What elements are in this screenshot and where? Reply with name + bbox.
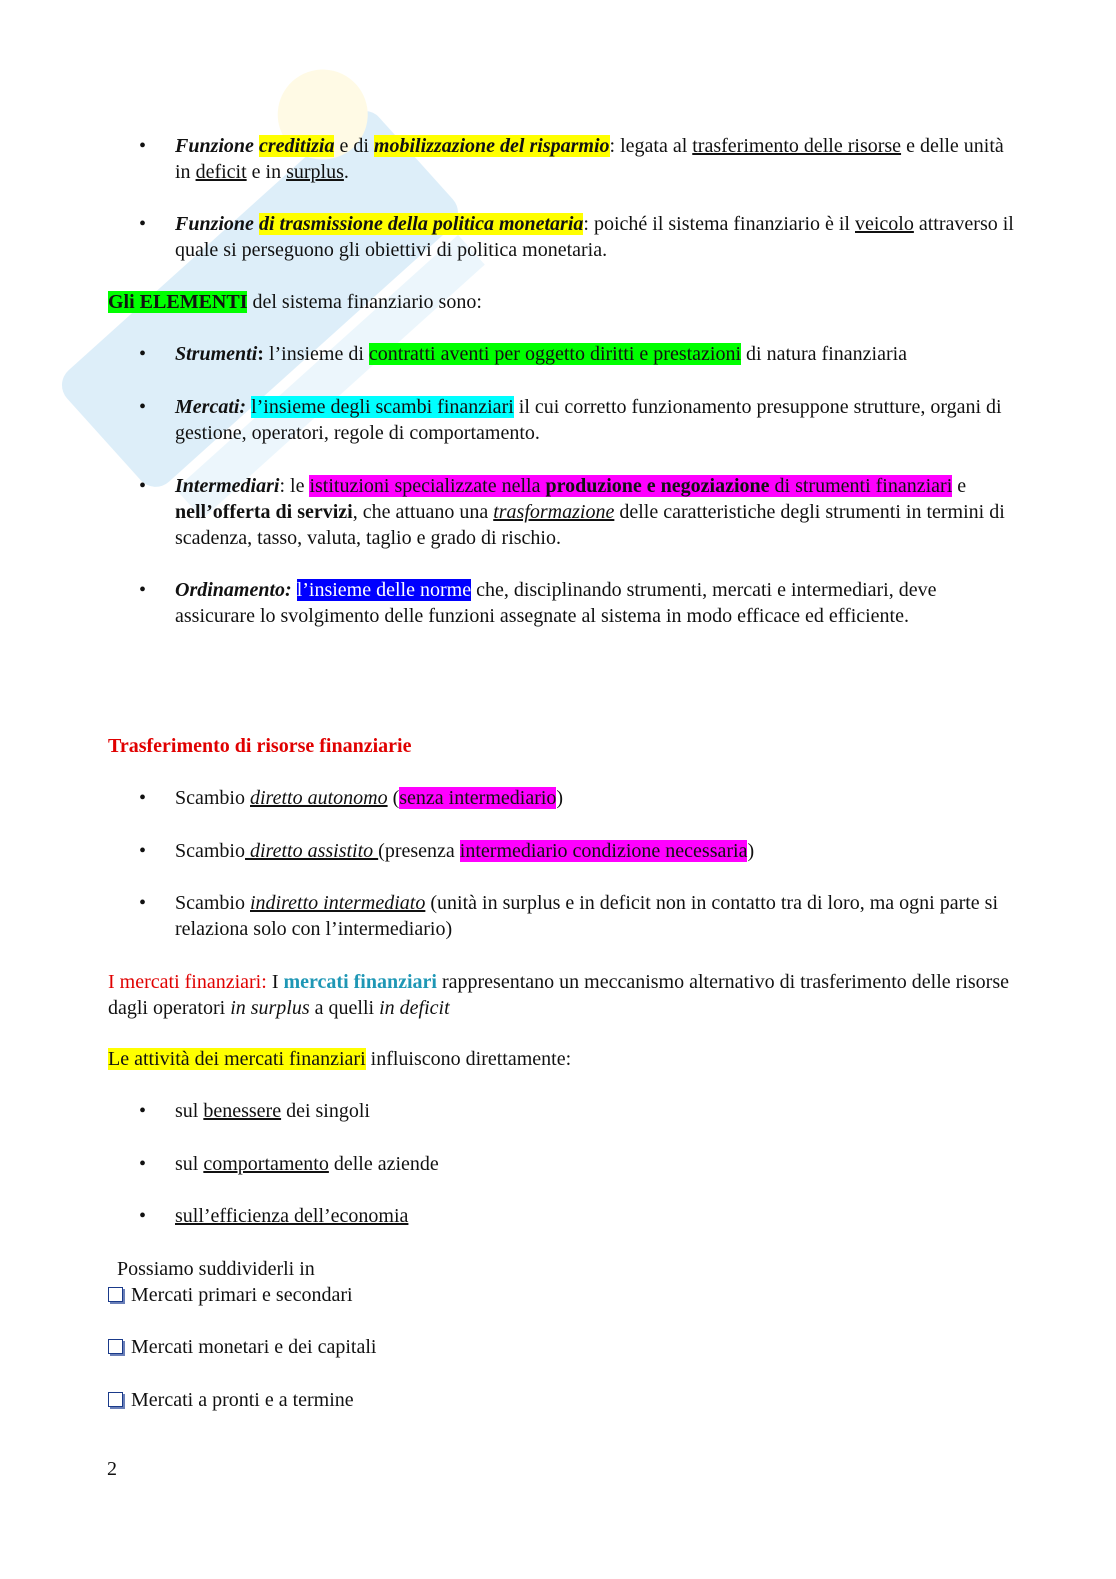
- list-item-funzione-trasmissione: [175, 211, 1015, 263]
- list-item-mercati: [175, 394, 1015, 446]
- italic-text: in surplus: [230, 997, 310, 1019]
- list-item-efficienza: [175, 1203, 1015, 1229]
- text: ): [747, 840, 755, 862]
- text: e: [952, 475, 967, 497]
- list-item-comportamento: [175, 1151, 1015, 1177]
- highlight-scambi: l’insieme degli scambi finanziari: [251, 396, 514, 418]
- text: dei singoli: [281, 1100, 370, 1122]
- list-item-scambio-indiretto: [175, 890, 1015, 942]
- bullet-title: Intermediari: [175, 475, 280, 497]
- text: [292, 579, 297, 601]
- list-item-intermediari: [175, 473, 1015, 551]
- list-item-scambio-autonomo: [175, 785, 1015, 811]
- text: attraverso il quale si perseguono gli obiettivi di politica monetaria.: [175, 213, 1014, 261]
- list-item-ordinamento: [175, 577, 1015, 629]
- text: il cui corretto funzionamento presuppone strutture, organi di gestione, operatori, regole di comportamento.: [175, 396, 1002, 444]
- text: e in: [246, 161, 287, 183]
- underlined-text: surplus: [286, 161, 344, 183]
- list-item-funzione-creditizia: [175, 133, 1015, 185]
- bullet-title: Ordinamento:: [175, 579, 292, 601]
- bullet-title: Mercati:: [175, 396, 247, 418]
- highlight-creditizia: creditizia: [258, 135, 335, 157]
- bullet-title: Funzione: [175, 135, 259, 157]
- highlight-intermediario-condizione: intermediario condizione necessaria: [459, 840, 748, 862]
- highlight-mobilizzazione: mobilizzazione del risparmio: [373, 135, 610, 157]
- text: delle aziende: [328, 1153, 439, 1175]
- text: delle caratteristiche degli strumenti in termini di scadenza, tasso, valuta, taglio e grado di rischio.: [175, 501, 1005, 549]
- text: sul: [175, 1153, 204, 1175]
- bullet-title: Funzione: [175, 213, 259, 235]
- underlined-text: trasformazione: [493, 501, 615, 523]
- highlight-produzione: produzione e negoziazione: [545, 475, 770, 497]
- highlight-norme: l’insieme delle norme: [296, 579, 472, 601]
- text: e di: [334, 135, 374, 157]
- underlined-text: veicolo: [855, 213, 914, 235]
- checkbox-icon: [108, 1339, 123, 1354]
- text: del sistema finanziario sono:: [247, 291, 482, 313]
- text: che, disciplinando strumenti, mercati e intermediari, deve assicurare lo svolgimento delle funzioni assegnate al sistema in modo efficace ed efficiente.: [175, 579, 937, 627]
- text: e delle unità in: [175, 135, 1004, 183]
- highlight-attivita: Le attività dei mercati finanziari: [108, 1048, 366, 1070]
- checklist-item-pronti: [108, 1387, 354, 1413]
- highlight-strumenti: di strumenti finanziari: [769, 475, 953, 497]
- text: (: [387, 787, 400, 809]
- underlined-text: trasferimento delle risorse: [692, 135, 902, 157]
- bullet-title: Strumenti: [175, 343, 258, 365]
- text: Scambio: [175, 840, 245, 862]
- checklist-item-monetari: [108, 1334, 376, 1360]
- underlined-text: comportamento: [203, 1153, 329, 1175]
- red-label: I mercati finanziari:: [108, 971, 267, 993]
- checklist-label: Mercati a pronti e a termine: [131, 1389, 354, 1411]
- text: : legata al: [609, 135, 693, 157]
- italic-text: in deficit: [379, 997, 450, 1019]
- text: a quelli: [309, 997, 380, 1019]
- underlined-text: indiretto intermediato: [250, 892, 426, 914]
- list-item-scambio-assistito: [175, 838, 1015, 864]
- text: Scambio: [175, 892, 250, 914]
- checklist-label: Mercati monetari e dei capitali: [131, 1336, 377, 1358]
- teal-term: mercati finanziari: [283, 971, 437, 993]
- text: di natura finanziaria: [741, 343, 908, 365]
- checkbox-icon: [108, 1392, 123, 1407]
- attivita-intro: [108, 1046, 1013, 1072]
- highlight-trasmissione: di trasmissione della politica monetaria: [258, 213, 584, 235]
- highlight-elementi: Gli ELEMENTI: [108, 291, 248, 313]
- text: sul: [175, 1100, 204, 1122]
- list-item-strumenti: [175, 341, 1015, 367]
- underlined-text: deficit: [195, 161, 247, 183]
- underlined-text: sull’efficienza dell’economia: [175, 1205, 409, 1227]
- section-title: Trasferimento di risorse finanziarie: [108, 735, 412, 757]
- text: .: [343, 161, 349, 183]
- bold-text: nell’offerta di servizi: [175, 501, 353, 523]
- text: : poiché il sistema finanziario è il: [583, 213, 855, 235]
- text: rappresentano un meccanismo alternativo di trasferimento delle risorse dagli operatori: [108, 971, 1009, 1019]
- text: Scambio: [175, 787, 250, 809]
- mercati-finanziari-paragraph: [108, 969, 1013, 1021]
- underlined-text: diretto assistito: [245, 840, 379, 862]
- checkbox-icon: [108, 1287, 123, 1302]
- elements-intro: [108, 289, 1013, 315]
- list-item-benessere: [175, 1098, 1015, 1124]
- page-number: 2: [107, 1458, 117, 1480]
- highlight-istituzioni: istituzioni specializzate nella: [309, 475, 546, 497]
- text: I: [266, 971, 284, 993]
- highlight-senza-intermediario: senza intermediario: [399, 787, 557, 809]
- text: : le: [279, 475, 310, 497]
- checklist-label: Mercati primari e secondari: [131, 1284, 353, 1306]
- text: influiscono direttamente:: [365, 1048, 572, 1070]
- checklist-item-primari: [108, 1282, 353, 1308]
- text: (unità in surplus e in deficit non in contatto tra di loro, ma ogni parte si relaziona solo con l’intermediario): [175, 892, 999, 940]
- suddivisione-intro: Possiamo suddividerli in: [117, 1258, 315, 1280]
- text: :: [257, 343, 269, 365]
- highlight-contratti: contratti aventi per oggetto diritti e prestazioni: [368, 343, 742, 365]
- text: , che attuano una: [352, 501, 494, 523]
- text: ): [556, 787, 564, 809]
- underlined-text: diretto autonomo: [250, 787, 388, 809]
- underlined-text: benessere: [203, 1100, 282, 1122]
- text: (presenza: [378, 840, 460, 862]
- text: l’insieme di: [268, 343, 369, 365]
